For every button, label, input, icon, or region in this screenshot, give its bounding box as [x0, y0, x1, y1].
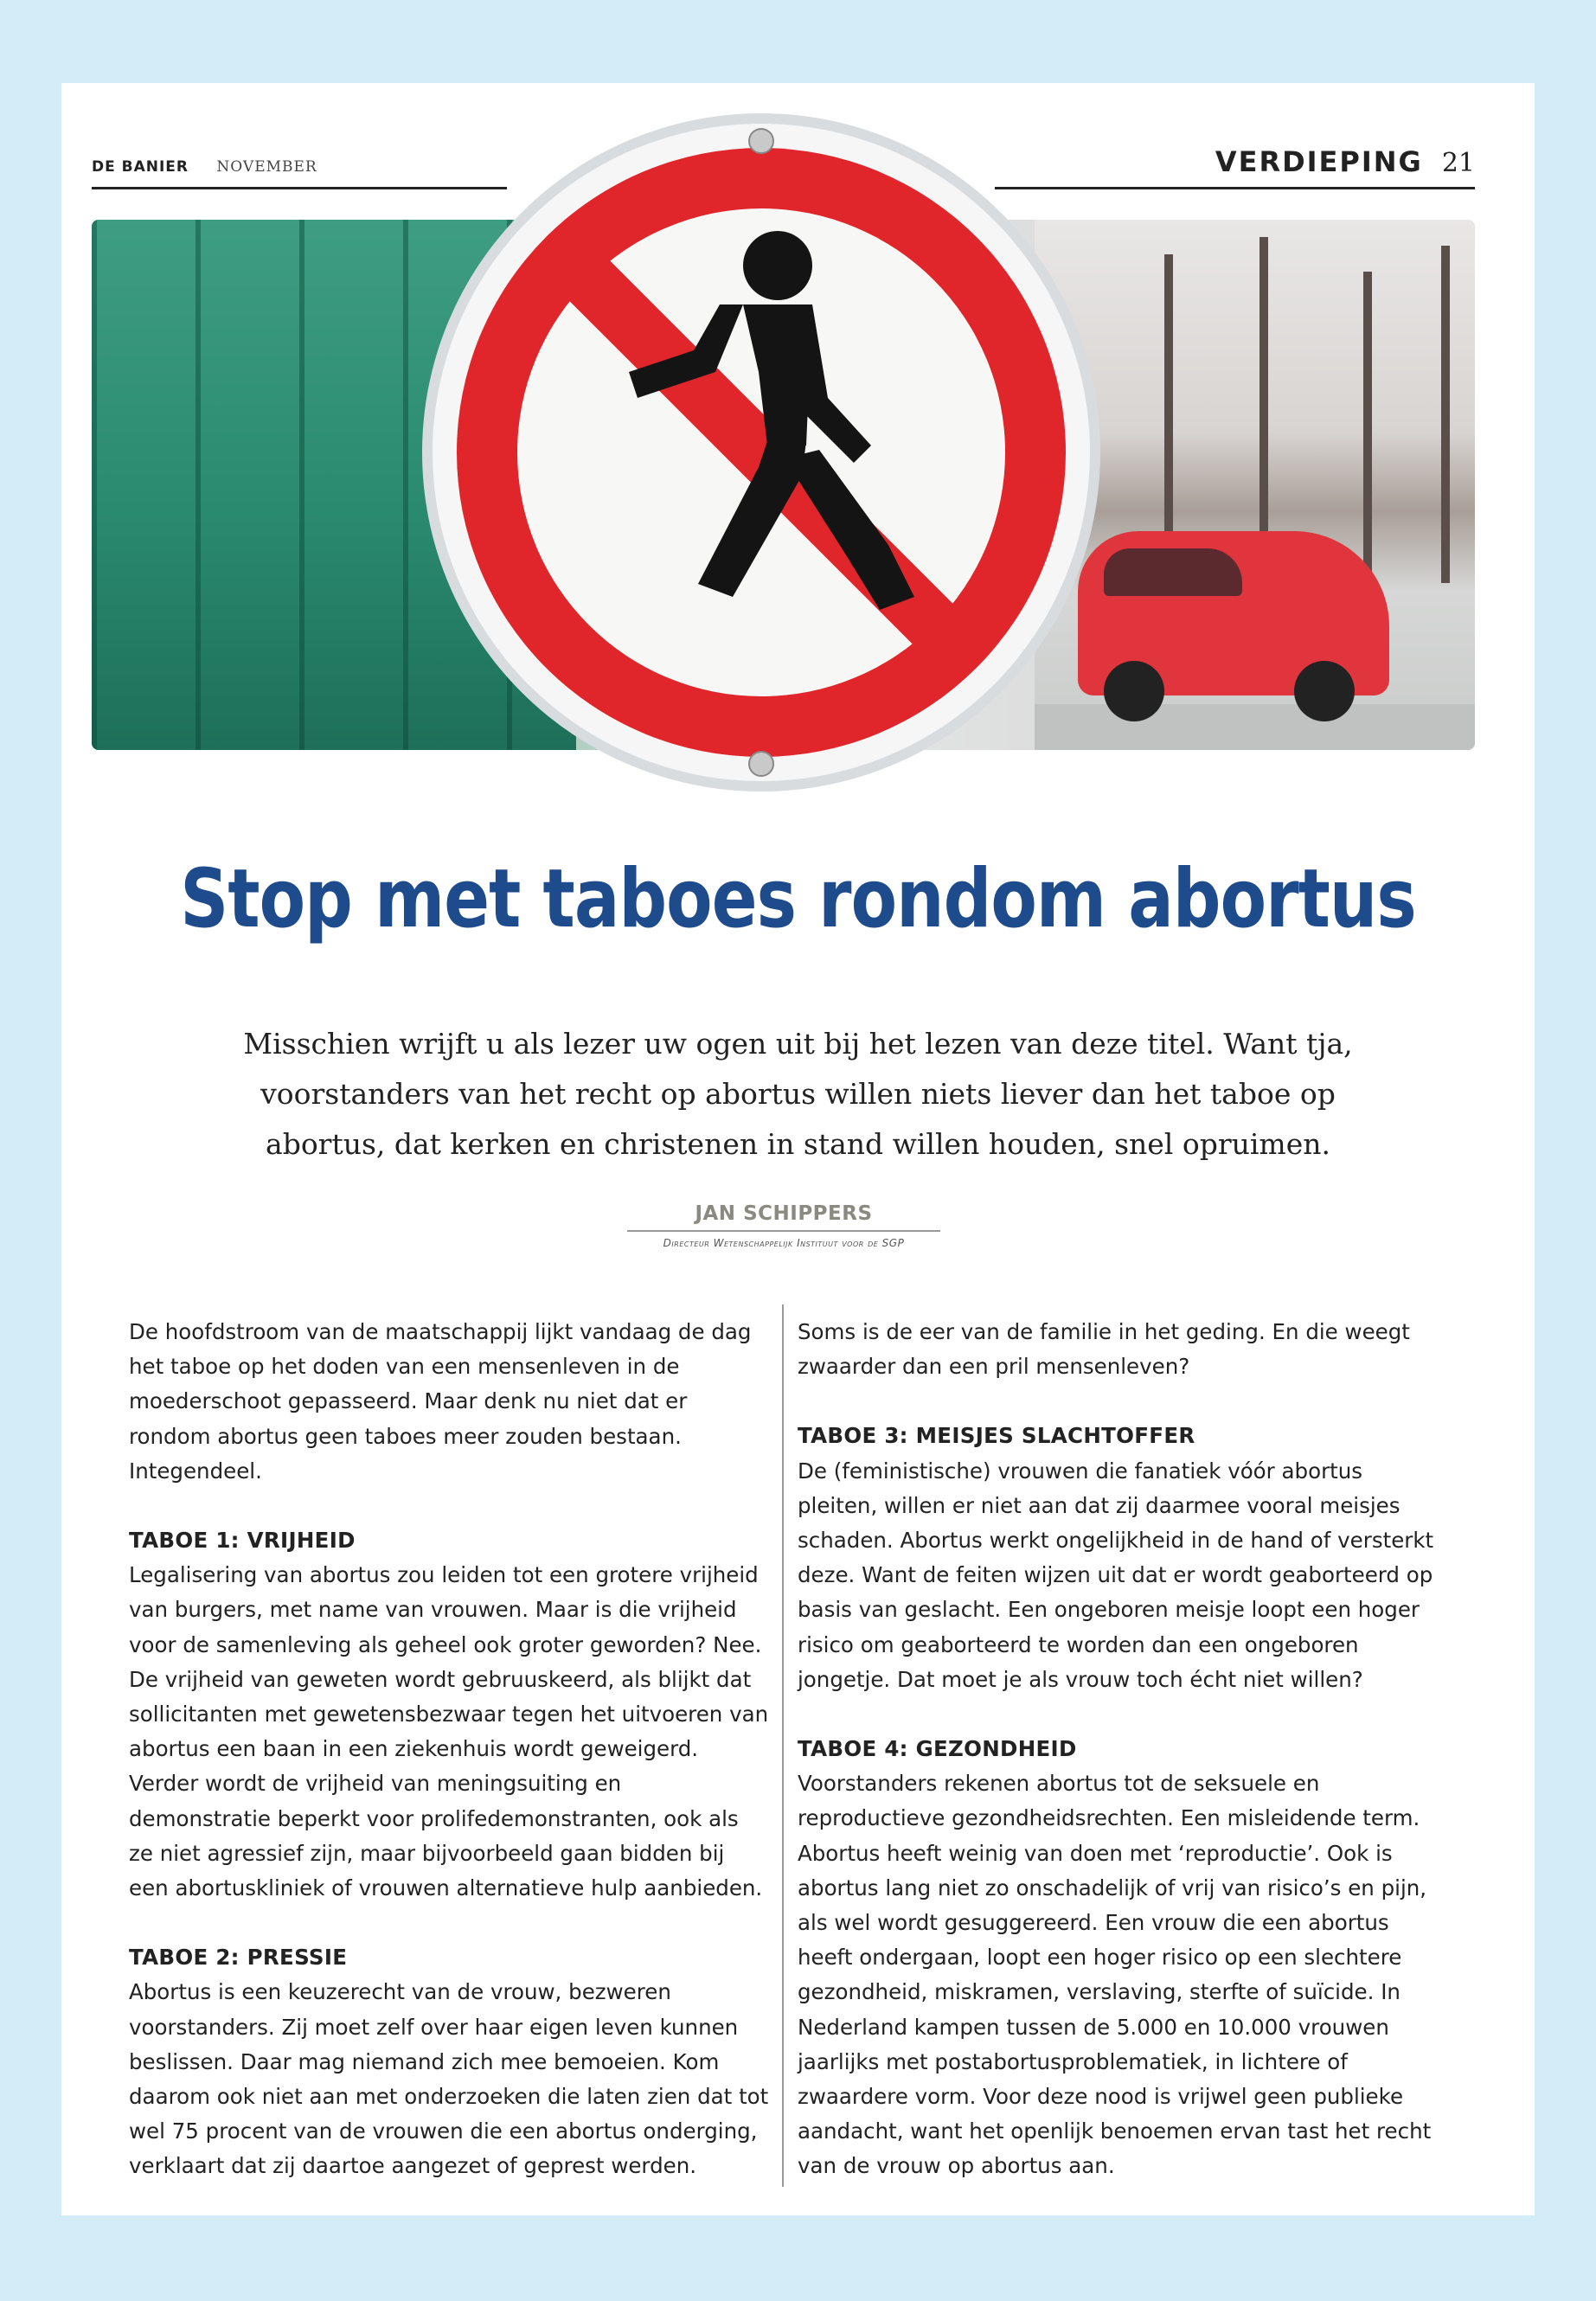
- page-number: 21: [1441, 148, 1475, 178]
- author-role: Directeur Wetenschappelijk Instituut voor de SGP: [663, 1237, 905, 1249]
- header-right: [1215, 145, 1475, 178]
- issue-month: NOVEMBER: [216, 158, 317, 176]
- section-text-taboe-3: De (feministische) vrouwen die fanatiek vóór abortus pleiten, willen er niet aan dat zij daarmee vooral meisjes schaden. Abortus werkt ongelijkheid in de hand of versterkt deze. Want de feiten wijzen uit dat er wordt geaborteerd op basis van geslacht. Een ongeboren meisje loopt een hoger risico om geaborteerd te worden dan een ongeboren jongetje. Dat moet je als vrouw toch écht niet willen?: [798, 1458, 1434, 1692]
- section-text-taboe-1: Legalisering van abortus zou leiden tot een grotere vrijheid van burgers, met name van vrouwen. Maar is die vrijheid voor de samenleving als geheel ook groter geworden? Nee. De vrijheid van geweten wordt gebruuskeerd, als blijkt dat sollicitanten met gewetensbezwaar tegen het uitvoeren van abortus een baan in een ziekenhuis wordt geweigerd. Verder wordt de vrijheid van meningsuiting en demonstratie beperkt voor prolifedemonstranten, ook als ze niet agressief zijn, maar bijvoorbeeld gaan bidden bij een abortuskliniek of vrouwen alternatieve hulp aanbieden.: [129, 1562, 769, 1901]
- column-divider: [782, 1304, 784, 2187]
- author-name: JAN SCHIPPERS: [695, 1202, 873, 1225]
- header-left: [92, 158, 317, 176]
- continuation-paragraph: Soms is de eer van de familie in het geding. En die weegt zwaarder dan een pril mensenleven?: [798, 1319, 1410, 1380]
- byline-rule: [627, 1230, 940, 1232]
- section-heading-taboe-1: TABOE 1: VRIJHEID: [129, 1528, 356, 1554]
- section-heading-taboe-3: TABOE 3: MEISJES SLACHTOFFER: [798, 1423, 1195, 1449]
- article-title: Stop met taboes rondom abortus: [180, 852, 1416, 946]
- red-car: [1078, 531, 1389, 695]
- section-text-taboe-4: Voorstanders rekenen abortus tot de seksuele en reproductieve gezondheidsrechten. Een misleidende term. Abortus heeft weinig van doen met ‘reproductie’. Ook is abortus lang niet zo onschadelijk of vrij van risico’s en pijn, als wel wordt gesuggereerd. Een vrouw die een abortus heeft ondergaan, loopt een hoger risico op een slechtere gezondheid, miskramen, verslaving, sterfte of suïcide. In Nederland kampen tussen de 5.000 en 10.000 vrouwen jaarlijks met postabortusproblematiek, in lichtere of zwaardere vorm. Voor deze nood is vrijwel geen publieke aandacht, want het openlijk benoemen ervan tast het recht van de vrouw op abortus aan.: [798, 1771, 1432, 2179]
- article-intro: Misschien wrijft u als lezer uw ogen uit bij het lezen van deze titel. Want tja, voorstanders van het recht op abortus willen niets liever dan het taboe op abortus, dat kerken en christenen in stand willen houden, snel opruimen.: [243, 1027, 1353, 1161]
- column-right: [798, 1315, 1438, 2219]
- byline: [627, 1202, 940, 1249]
- publication-name: DE BANIER: [92, 158, 189, 176]
- section-name: VERDIEPING: [1215, 145, 1423, 178]
- column-left: [129, 1315, 769, 2219]
- section-heading-taboe-4: TABOE 4: GEZONDHEID: [798, 1736, 1077, 1762]
- opening-paragraph: De hoofdstroom van de maatschappij lijkt vandaag de dag het taboe op het doden van een mensenleven in de moederschoot gepasseerd. Maar denk nu niet dat er rondom abortus geen taboes meer zouden bestaan. Integendeel.: [129, 1319, 752, 1484]
- no-pedestrians-sign-icon: [421, 112, 1101, 792]
- section-heading-taboe-2: TABOE 2: PRESSIE: [129, 1945, 348, 1971]
- section-text-taboe-2: Abortus is een keuzerecht van de vrouw, bezweren voorstanders. Zij moet zelf over haar eigen leven kunnen beslissen. Daar mag niemand zich mee bemoeien. Kom daarom ook niet aan met onderzoeken die laten zien dat tot wel 75 procent van de vrouwen die een abortus onderging, verklaart dat zij daartoe aangezet of geprest werden.: [129, 1979, 769, 2179]
